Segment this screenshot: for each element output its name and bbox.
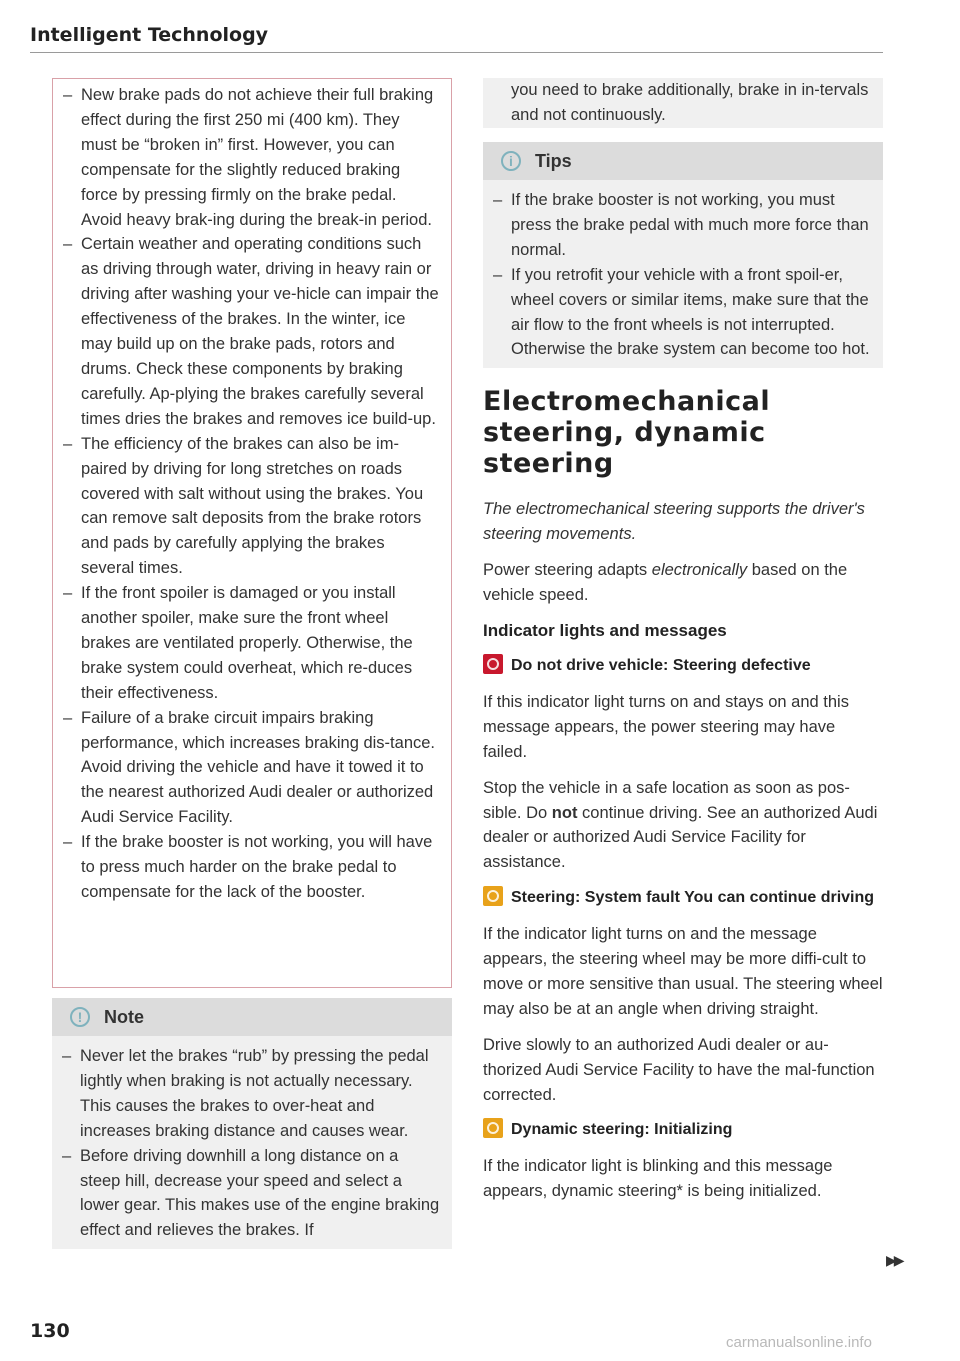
- message-title: Steering: System fault You can continue driving: [511, 889, 875, 907]
- indicator-subheading: Indicator lights and messages: [483, 620, 727, 640]
- paragraph: If the indicator light is blinking and this message appears, dynamic steering* is being initialized.: [483, 1157, 833, 1201]
- paragraph: If this indicator light turns on and stays on and this message appears, the power steering may have failed.: [483, 692, 849, 761]
- warning-item: – The efficiency of the brakes can also be im-paired by driving for long stretches on roads covered with salt without using the brakes. You can remove salt deposits from the brake rotors and pads by carefully applying the brakes several times.: [53, 432, 439, 581]
- text-run: Stop the vehicle in a safe location as soon as pos-sible. Do: [483, 778, 850, 822]
- text-run: continue driving. See an authorized Audi dealer or authorized Audi Service Facility for assistance.: [483, 803, 878, 872]
- header-rule: [30, 52, 883, 53]
- warning-box: [52, 78, 452, 988]
- paragraph: Drive slowly to an authorized Audi dealer or au-thorized Audi Service Facility to have the mal-function corrected.: [483, 1035, 875, 1104]
- info-circle-icon: i: [501, 151, 521, 171]
- paragraph: If the indicator light turns on and the message appears, the steering wheel may be more diffi-cult to move or more sensitive than usual. The steering wheel may also be at an angle when driving straight.: [483, 925, 883, 1018]
- continue-arrow-icon: ▶▶: [886, 1252, 902, 1268]
- message-heading-steering-defective: [483, 654, 883, 679]
- section-intro: The electromechanical steering supports the driver's steering movements.: [483, 500, 865, 544]
- tips-list: [483, 188, 873, 362]
- message-title: Do not drive vehicle: Steering defective: [511, 656, 811, 674]
- power-steering-paragraph: [483, 558, 883, 608]
- watermark: carmanualsonline.info: [726, 1334, 872, 1351]
- paragraph: [483, 776, 883, 876]
- steering-warning-yellow-icon: [483, 886, 503, 906]
- message-heading-system-fault: [483, 886, 883, 911]
- steering-warning-red-icon: [483, 654, 503, 674]
- warning-item: – Certain weather and operating conditions such as driving through water, driving in heavy rain or driving after washing your ve-hicle can impair the effectiveness of the brakes. In the winter, ice may build up on the brake pads, rotors and drums. Check these components by braking carefully. Ap-plying the brakes carefully several times dries the brakes and removes ice build-up.: [53, 232, 439, 431]
- warning-item: – If the brake booster is not working, you will have to press much harder on the brake pedal to compensate for the lack of the booster.: [53, 830, 439, 905]
- power-text-emphasis: electronically: [651, 561, 748, 580]
- tips-item: – If the brake booster is not working, you must press the brake pedal with much more force than normal.: [483, 188, 873, 263]
- note-header: [52, 998, 452, 1036]
- right-column: [483, 78, 883, 1215]
- note-item: – Before driving downhill a long distance on a steep hill, decrease your speed and select a lower gear. This makes use of the engine braking effect and relieves the brakes. If: [52, 1144, 442, 1244]
- power-text-before: Power steering adapts: [483, 561, 652, 580]
- left-column: [52, 78, 452, 1249]
- message-title: Dynamic steering: Initializing: [511, 1121, 733, 1139]
- page-header-title: Intelligent Technology: [30, 24, 269, 46]
- tips-item: – If you retrofit your vehicle with a front spoil-er, wheel covers or similar items, make sure that the air flow to the front wheels is not interrupted. Otherwise the brake system can become too hot.: [483, 263, 873, 363]
- power-text-after: based on the vehicle speed.: [483, 561, 848, 605]
- section-title: Electromechanical steering, dynamic steering: [483, 386, 771, 480]
- page-number: 130: [30, 1320, 70, 1342]
- tips-header: [483, 142, 883, 180]
- note-item: – Never let the brakes “rub” by pressing the pedal lightly when braking is not actually necessary. This causes the brakes to over-heat and increases braking distance and causes wear.: [52, 1044, 442, 1144]
- steering-warning-yellow-icon: [483, 1118, 503, 1138]
- warning-item: – If the front spoiler is damaged or you install another spoiler, make sure the front wheel brakes are ventilated properly. Otherwise, the brake system could overheat, which re-duces their effectiveness.: [53, 581, 439, 706]
- tips-title: Tips: [535, 150, 572, 171]
- warning-item: – Failure of a brake circuit impairs braking performance, which increases braking dis-tance. Avoid driving the vehicle and have it towed it to the nearest authorized Audi dealer or authorized Audi Service Facility.: [53, 706, 439, 831]
- message-heading-initializing: [483, 1118, 883, 1143]
- text-bold: not: [551, 803, 578, 822]
- note-continued: you need to brake additionally, brake in in-tervals and not continuously.: [483, 78, 883, 128]
- note-list: [52, 1044, 442, 1243]
- note-body: [52, 1036, 452, 1249]
- warning-item: – New brake pads do not achieve their full braking effect during the first 250 mi (400 km). They must be “broken in” first. However, you can compensate for the slightly reduced braking force by pressing firmly on the brake pedal. Avoid heavy brak-ing during the break-in period.: [53, 83, 439, 232]
- warning-list: [53, 83, 439, 905]
- exclamation-circle-icon: !: [70, 1007, 90, 1027]
- tips-body: [483, 180, 883, 368]
- note-title: Note: [104, 1006, 144, 1027]
